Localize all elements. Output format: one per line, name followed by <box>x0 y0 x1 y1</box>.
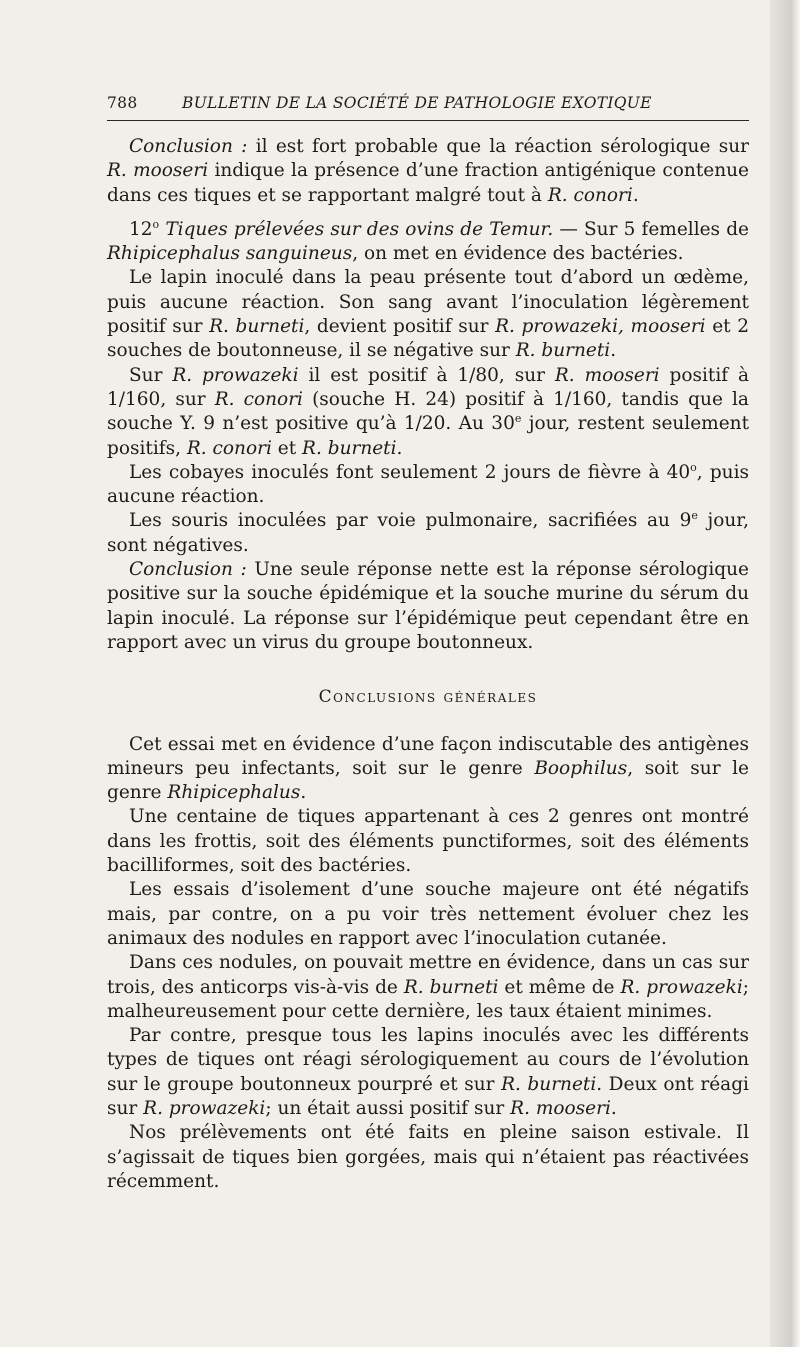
paragraph-conclusion-2: Conclusion : Une seule réponse nette est la réponse sérologique positive sur la souche épidémique et la souche murine du sérum du lapin inoculé. La réponse sur l’épidémique peut cependant être en rapport avec un virus du groupe boutonneux. <box>107 559 749 653</box>
header-rule <box>107 120 749 121</box>
paragraph-essai: Cet essai met en évidence d’une façon indiscutable des antigènes mineurs peu infectants, soit sur le genre Boophilus, soit sur le genre Rhipicephalus. <box>107 733 750 804</box>
section-heading: Conclusions générales <box>318 687 538 708</box>
paragraph-nodules: Dans ces nodules, on pouvait mettre en évidence, dans un cas sur trois, des anticorps vis-à-vis de R. burneti et même de R. prowazeki; malheureusement pour cette dernière, les taux étaient minimes. <box>107 952 749 1022</box>
paragraph-prelevements: Nos prélèvements ont été faits en pleine saison estivale. Il s’agissait de tiques bien gorgées, mais qui n’étaient pas réactivées récemment. <box>107 1122 749 1192</box>
paragraph-cobayes: Les cobayes inoculés font seulement 2 jours de fièvre à 40$^o$, puis aucune réaction. <box>107 460 749 508</box>
conclusion-label: Conclusion : <box>129 136 248 157</box>
page-edge-shadow <box>770 0 800 1347</box>
paragraph-isolement: Les essais d’isolement d’une souche majeure ont été négatifs mais, par contre, on a pu voir très nettement évoluer chez les animaux des nodules en rapport avec l’inoculation cutanée. <box>107 879 749 949</box>
paragraph-section-12: 12$^o$ Tiques prélevées sur des ovins de Temur. — Sur 5 femelles de Rhipicephalus sanguineus, on met en évidence des bactéries. <box>107 217 749 265</box>
journal-title: BULLETIN DE LA SOCIÉTÉ DE PATHOLOGIE EXOTIQUE <box>182 94 652 112</box>
paragraph-conclusion-1: Conclusion : il est fort probable que la réaction sérologique sur R. mooseri indique la présence d’une fraction antigénique contenue dans ces tiques et se rapportant malgré tout à R. conori. <box>107 136 749 206</box>
paragraph-centaine: Une centaine de tiques appartenant à ces 2 genres ont montré dans les frottis, soit des éléments punctiformes, soit des éléments bacilliformes, soit des bactéries. <box>107 806 749 877</box>
conclusion-label: Conclusion : <box>129 559 247 581</box>
paragraph-lapin: Le lapin inoculé dans la peau présente tout d’abord un œdème, puis aucune réaction. Son sang avant l’inoculation légèrement positif sur R. burneti, devient positif sur R. prowazeki, mooseri et 2 souches de boutonneuse, il se négative sur R. burneti. <box>107 267 750 362</box>
paragraph-contre: Par contre, presque tous les lapins inoculés avec les différents types de tiques ont réagi sérologiquement au cours de l’évolution sur le groupe boutonneux pourpré et sur R. burneti. Deux ont réagi sur R. prowazeki; un était aussi positif sur R. mooseri. <box>107 1025 749 1119</box>
article-body <box>107 135 749 1194</box>
section-12-title: Tiques prélevées sur des ovins de Temur. <box>159 218 554 240</box>
paragraph-souris: Les souris inoculées par voie pulmonaire, sacrifiées au 9e jour, sont négatives. <box>107 509 749 556</box>
paragraph-titres: Sur R. prowazeki il est positif à 1/80, sur R. mooseri positif à 1/160, sur R. conori (souche H. 24) positif à 1/160, tandis que la souche Y. 9 n’est positive qu’à 1/20. Au 30e jour, restent seulement positifs, R. conori et R. burneti. <box>107 364 750 459</box>
page-number: 788 <box>107 94 138 112</box>
